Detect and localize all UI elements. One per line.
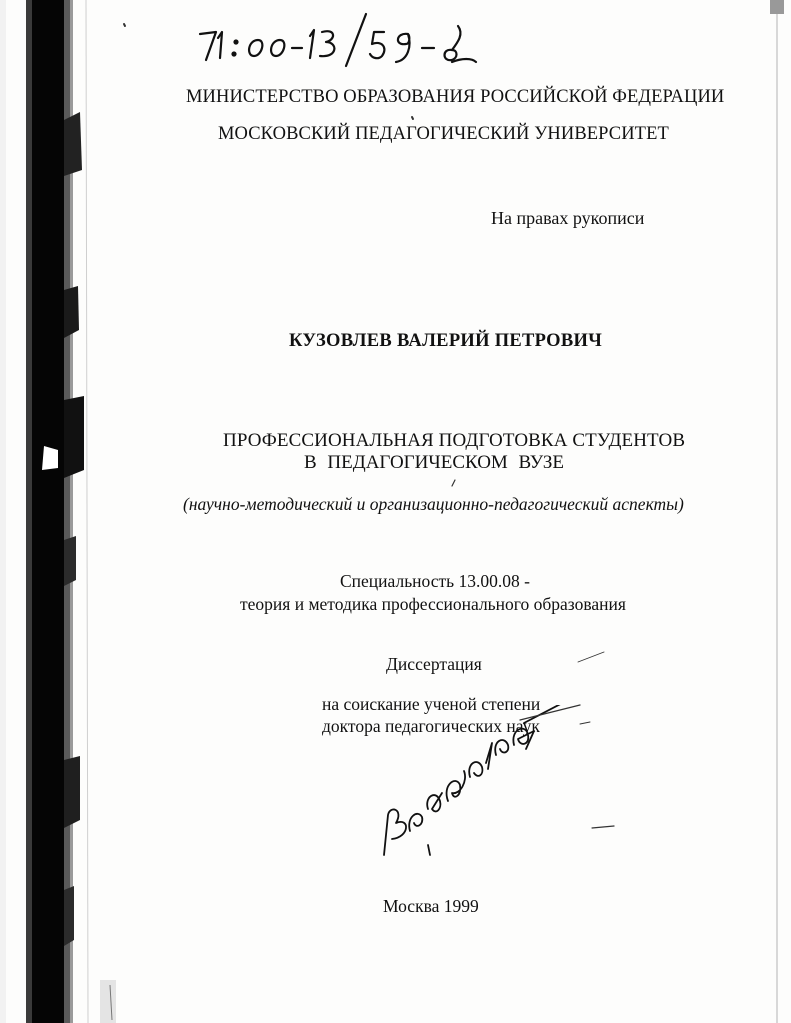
dissertation-title-line-2: В ПЕДАГОГИЧЕСКОМ ВУЗЕ [304,452,565,473]
manuscript-rights-note: На правах рукописи [491,208,645,228]
dissertation-subtitle: (научно-методический и организационно-педагогический аспекты) [183,494,684,514]
degree-line-1: на соискание ученой степени [322,694,541,714]
work-type: Диссертация [386,654,482,674]
specialty-name: теория и методика профессионального образования [240,594,626,614]
city-and-year: Москва 1999 [383,896,479,916]
dissertation-title-line-1: ПРОФЕССИОНАЛЬНАЯ ПОДГОТОВКА СТУДЕНТОВ [223,430,686,451]
degree-line-2: доктора педагогических наук [322,716,540,736]
university-heading: МОСКОВСКИЙ ПЕДАГОГИЧЕСКИЙ УНИВЕРСИТЕТ [218,124,669,144]
author-signature [370,705,570,865]
scan-binding-edge [0,0,120,1023]
specialty-code: Специальность 13.00.08 - [340,571,530,591]
ministry-heading: МИНИСТЕРСТВО ОБРАЗОВАНИЯ РОССИЙСКОЙ ФЕДЕРАЦИИ [186,87,725,107]
author-name: КУЗОВЛЕВ ВАЛЕРИЙ ПЕТРОВИЧ [289,331,603,351]
handwritten-inventory-number [196,10,496,70]
